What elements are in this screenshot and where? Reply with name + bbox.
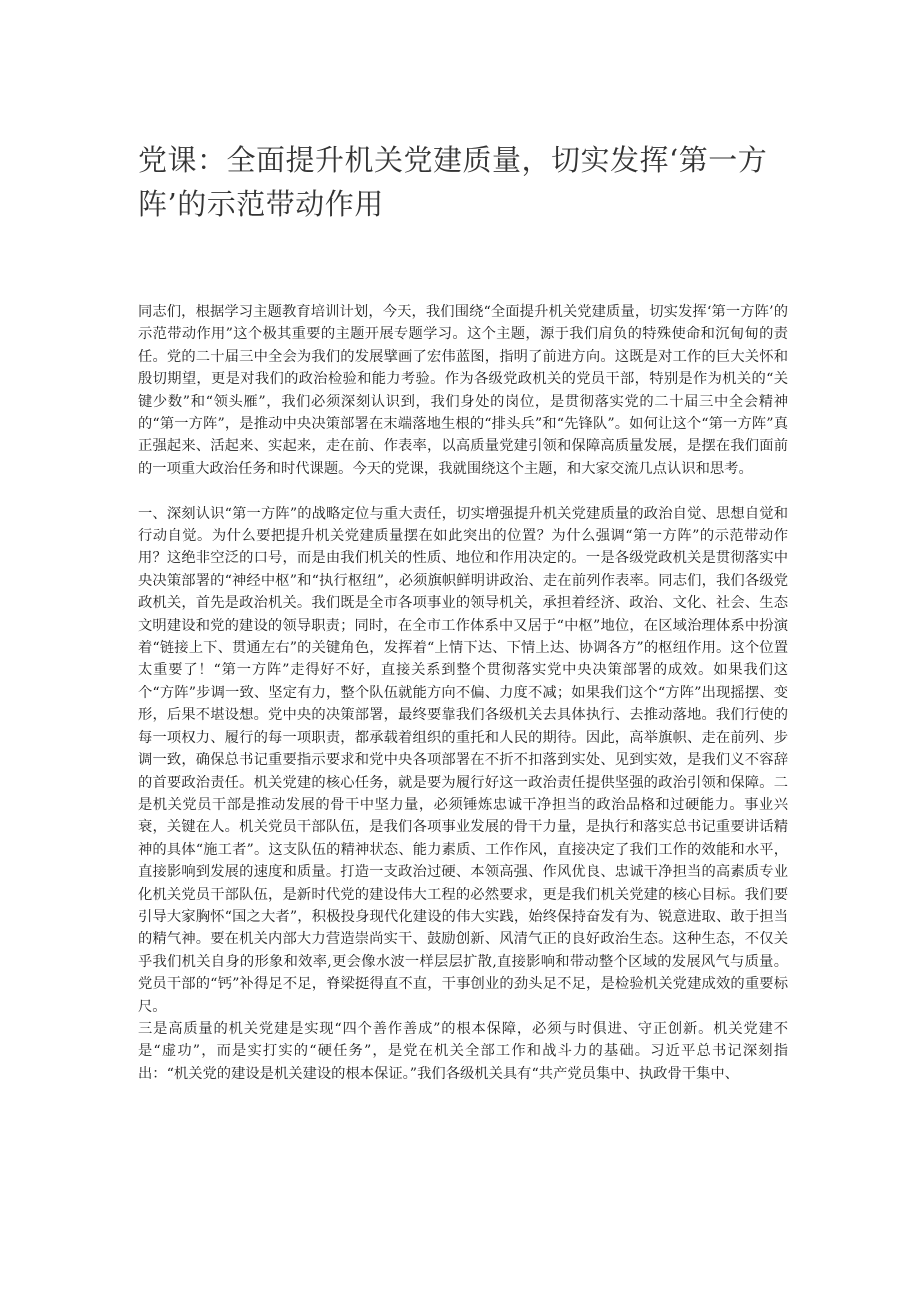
paragraph-point-three: 三是高质量的机关党建是实现“四个善作善成”的根本保障，必须与时俱进、守正创新。机关党建不是“虚功”，而是实打实的“硬任务”，是党在机关全部工作和战斗力的基础。习近平总书记深刻指出：“机关党的建设是机关建设的根本保证。”我们各级机关具有“共产党员集中、执政骨干集中、 bbox=[138, 1020, 788, 1082]
paragraph-intro: 同志们，根据学习主题教育培训计划，今天，我们围绕“全面提升机关党建质量，切实发挥‘第一方阵’的示范带动作用”这个极其重要的主题开展专题学习。这个主题，源于我们肩负的特殊使命和沉甸甸的责任。党的二十届三中全会为我们的发展擘画了宏伟蓝图，指明了前进方向。这既是对工作的巨大关怀和殷切期望，更是对我们的政治检验和能力考验。作为各级党政机关的党员干部，特别是作为机关的“关键少数”和“领头雁”，我们必须深刻认识到，我们身处的岗位，是贯彻落实党的二十届三中全会精神的“第一方阵”，是推动中央决策部署在末端落地生根的“排头兵”和“先锋队”。如何让这个“第一方阵”真正强起来、活起来、实起来，走在前、作表率，以高质量党建引领和保障高质量发展，是摆在我们面前的一项重大政治任务和时代课题。今天的党课，我就围绕这个主题，和大家交流几点认识和思考。 bbox=[138, 304, 788, 477]
paragraph-section-one: 一、深刻认识“第一方阵”的战略定位与重大责任，切实增强提升机关党建质量的政治自觉、思想自觉和行动自觉。为什么要把提升机关党建质量摆在如此突出的位置？为什么强调“第一方阵”的示范带动作用？这绝非空泛的口号，而是由我们机关的性质、地位和作用决定的。一是各级党政机关是贯彻落实中央决策部署的“神经中枢”和“执行枢纽”，必须旗帜鲜明讲政治、走在前列作表率。同志们，我们各级党政机关，首先是政治机关。我们既是全市各项事业的领导机关，承担着经济、政治、文化、社会、生态文明建设和党的建设的领导职责；同时，在全市工作体系中又居于“中枢”地位，在区域治理体系中扮演着“链接上下、贯通左右”的关键角色，发挥着“上情下达、下情上达、协调各方”的枢纽作用。这个位置太重要了！“第一方阵”走得好不好，直接关系到整个贯彻落实党中央决策部署的成效。如果我们这个“方阵”步调一致、坚定有力，整个队伍就能方向不偏、力度不减；如果我们这个“方阵”出现摇摆、变形，后果不堪设想。党中央的决策部署，最终要靠我们各级机关去具体执行、去推动落地。我们行使的每一项权力、履行的每一项职责，都承载着组织的重托和人民的期待。因此，高举旗帜、走在前列、步调一致，确保总书记重要指示要求和党中央各项部署在不折不扣落到实处、见到实效，是我们义不容辞的首要政治责任。机关党建的核心任务，就是要为履行好这一政治责任提供坚强的政治引领和保障。二是机关党员干部是推动发展的骨干中坚力量，必须锤炼忠诚干净担当的政治品格和过硬能力。事业兴衰，关键在人。机关党员干部队伍，是我们各项事业发展的骨干力量，是执行和落实总书记重要讲话精神的具体“施工者”。这支队伍的精神状态、能力素质、工作作风，直接决定了我们工作的效能和水平，直接影响到发展的速度和质量。打造一支政治过硬、本领高强、作风优良、忠诚干净担当的高素质专业化机关党员干部队伍，是新时代党的建设伟大工程的必然要求，更是我们机关党建的核心目标。我们要引导大家胸怀“国之大者”，积极投身现代化建设的伟大实践，始终保持奋发有为、锐意进取、敢于担当的精气神。要在机关内部大力营造崇尚实干、鼓励创新、风清气正的良好政治生态。这种生态，不仅关乎我们机关自身的形象和效率,更会像水波一样层层扩散,直接影响和带动整个区域的发展风气与质量。党员干部的“钙”补得足不足，脊梁挺得直不直，干事创业的劲头足不足，是检验机关党建成效的重要标尺。 bbox=[138, 505, 788, 1015]
document-title: 党课：全面提升机关党建质量，切实发挥‘第一方阵’的示范带动作用 bbox=[138, 143, 768, 221]
document-body bbox=[138, 301, 788, 1085]
